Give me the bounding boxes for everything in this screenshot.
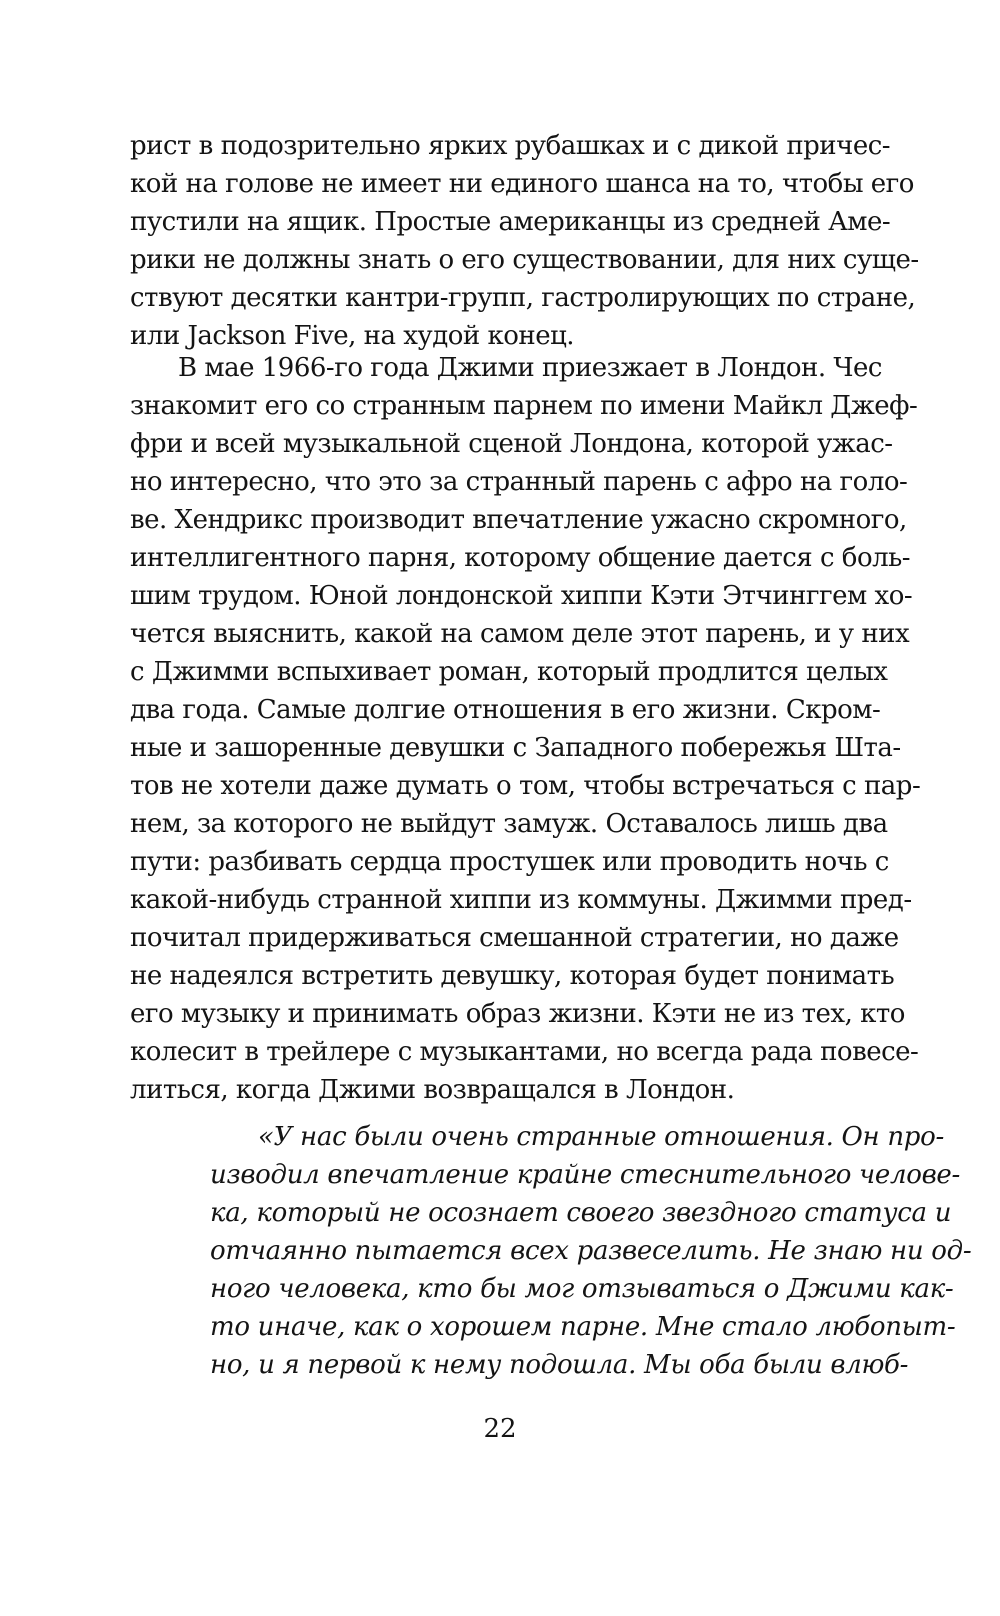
- text-line: рист в подозрительно ярких рубашках и с дикой причес-: [130, 131, 891, 161]
- text-line: какой-нибудь странной хиппи из коммуны. Джимми пред-: [130, 885, 912, 915]
- text-line: В мае 1966-го года Джими приезжает в Лондон. Чес: [178, 353, 882, 383]
- text-line: нем, за которого не выйдут замуж. Оставалось лишь два: [130, 809, 888, 839]
- quote-line: изводил впечатление крайне стеснительного челове-: [210, 1160, 961, 1190]
- quote-line: отчаянно пытается всех развеселить. Не знаю ни од-: [210, 1236, 972, 1266]
- text-line: с Джимми вспыхивает роман, который продлится целых: [130, 657, 888, 687]
- quote-line: но, и я первой к нему подошла. Мы оба были влюб-: [210, 1350, 909, 1380]
- text-line: знакомит его со странным парнем по имени Майкл Джеф-: [130, 391, 918, 421]
- page-number: 22: [483, 1414, 517, 1444]
- text-line: литься, когда Джими возвращался в Лондон.: [130, 1075, 735, 1105]
- text-line: тов не хотели даже думать о том, чтобы встречаться с пар-: [130, 771, 921, 801]
- quote-line: ка, который не осознает своего звездного статуса и: [210, 1198, 952, 1228]
- text-line: ве. Хендрикс производит впечатление ужасно скромного,: [130, 505, 907, 535]
- quote-line: «У нас были очень странные отношения. Он про-: [258, 1122, 944, 1152]
- paragraph-1: [130, 127, 919, 355]
- block-quote: [210, 1118, 972, 1384]
- text-line: или Jackson Five, на худой конец.: [130, 321, 575, 351]
- text-line: колесит в трейлере с музыкантами, но всегда рада повесе-: [130, 1037, 919, 1067]
- quote-line: то иначе, как о хорошем парне. Мне стало любопыт-: [210, 1312, 956, 1342]
- text-line: чется выяснить, какой на самом деле этот парень, и у них: [130, 619, 910, 649]
- text-line: шим трудом. Юной лондонской хиппи Кэти Этчинггем хо-: [130, 581, 913, 611]
- text-line: не надеялся встретить девушку, которая будет понимать: [130, 961, 895, 991]
- quote-line: ного человека, кто бы мог отзываться о Джими как-: [210, 1274, 954, 1304]
- text-line: пути: разбивать сердца простушек или проводить ночь с: [130, 847, 889, 877]
- paragraph-2: [130, 349, 921, 1109]
- text-line: два года. Самые долгие отношения в его жизни. Скром-: [130, 695, 881, 725]
- text-line: фри и всей музыкальной сценой Лондона, которой ужас-: [130, 429, 893, 459]
- text-line: почитал придерживаться смешанной стратегии, но даже: [130, 923, 899, 953]
- text-line: пустили на ящик. Простые американцы из средней Аме-: [130, 207, 891, 237]
- text-line: ные и зашоренные девушки с Западного побережья Шта-: [130, 733, 901, 763]
- text-line: но интересно, что это за странный парень с афро на голо-: [130, 467, 908, 497]
- text-line: ствуют десятки кантри-групп, гастролирующих по стране,: [130, 283, 916, 313]
- text-line: рики не должны знать о его существовании, для них суще-: [130, 245, 919, 275]
- text-line: кой на голове не имеет ни единого шанса на то, чтобы его: [130, 169, 914, 199]
- text-line: интеллигентного парня, которому общение дается с боль-: [130, 543, 911, 573]
- text-line: его музыку и принимать образ жизни. Кэти не из тех, кто: [130, 999, 905, 1029]
